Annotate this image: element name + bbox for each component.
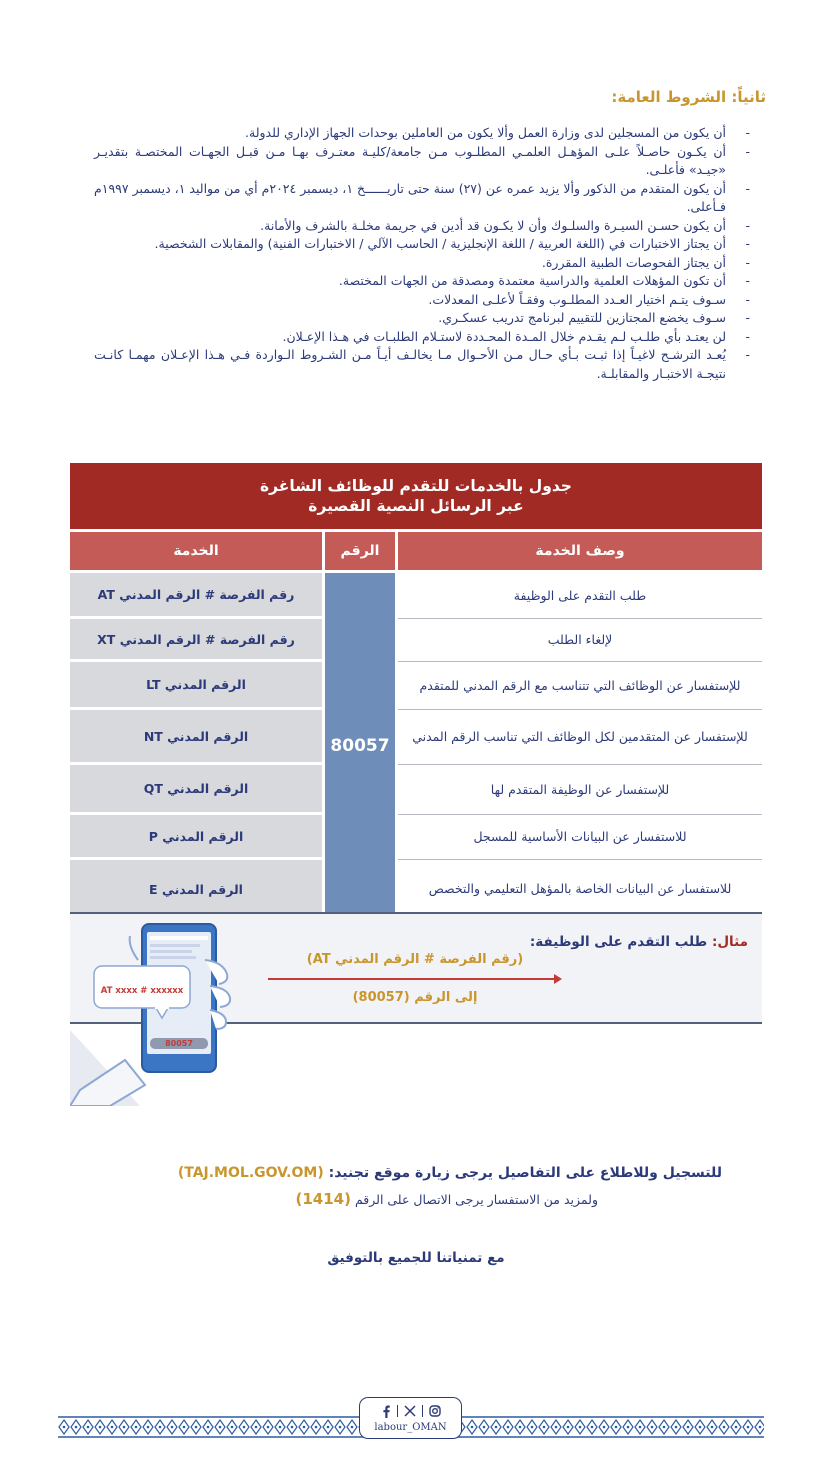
separator (397, 1405, 398, 1417)
condition-item: - أن يكـون حاصـلاً علـى المؤهـل العلمـي المطلـوب مـن جامعة/كليـة معتـرف بهـا مـن قبـل الجهـات المختصـة بتقديـر «جيـد» فأعلـى. (94, 143, 726, 180)
service-cell: الرقم المدني P (70, 815, 322, 857)
service-cell: الرقم المدني LT (70, 662, 322, 707)
register-text: للتسجيل وللاطلاع على التفاصيل يرجى زيارة موقع تجنيد: (328, 1165, 722, 1181)
arrow-icon (268, 978, 560, 980)
closing-wishes: مع تمنياتنا للجميع بالتوفيق (327, 1250, 505, 1266)
condition-item: - أن يكون حسـن السيـرة والسلـوك وأن لا يكـون قد أدين في جريمة مخلـة بالشرف والأمانة. (94, 217, 726, 236)
header-service: الخدمة (70, 532, 322, 570)
condition-item: - يُعـد الترشـح لاغيـاً إذا ثبـت بـأي حـال مـن الأحـوال مـا يخالـف أيـاً مـن الشـروط الـواردة فـي هـذا الإعـلان مهمـا كانـت نتيجـة الاختبـار والمقابلـة. (94, 346, 726, 383)
example-to-number: إلى الرقم (80057) (352, 990, 478, 1005)
description-cell: للإستفسار عن المتقدمين لكل الوظائف التي تناسب الرقم المدني (398, 710, 762, 765)
header-number: الرقم (325, 532, 395, 570)
x-icon[interactable] (404, 1405, 416, 1417)
services-table (70, 463, 762, 918)
condition-item: - سـوف يتـم اختيار العـدد المطلـوب وفقـاً لأعلـى المعدلات. (94, 291, 726, 310)
website-link[interactable]: (TAJ.MOL.GOV.OM) (177, 1165, 324, 1181)
phone-message: AT xxxx # xxxxxx (100, 986, 184, 996)
example-message: (رقم الفرصة # الرقم المدني AT) (306, 952, 524, 967)
contact-phone[interactable]: (1414) (295, 1190, 351, 1208)
social-media-box (359, 1397, 462, 1439)
description-cell: للإستفسار عن الوظائف التي تتناسب مع الرقم المدني للمتقدم (398, 662, 762, 710)
service-cell: الرقم المدني E (70, 860, 322, 918)
condition-item: - أن يجتاز الاختبارات في (اللغة العربية / اللغة الإنجليزية / الحاسب الآلي / الاختبارات الفنية) والمقابلات الشخصية. (94, 235, 726, 254)
table-title-line-2: عبر الرسائل النصية القصيرة (308, 497, 524, 515)
example-label: مثال: (711, 934, 748, 950)
description-cell: للاستفسار عن البيانات الأساسية للمسجل (398, 815, 762, 860)
conditions-list (94, 124, 726, 383)
condition-item: - سـوف يخضع المجتازين للتقييم لبرنامج تدريب عسكـري. (94, 309, 726, 328)
phone-illustration (70, 920, 250, 1106)
contact-text: ولمزيد من الاستفسار يرجى الاتصال على الرقم (354, 1192, 598, 1207)
register-line (72, 1165, 722, 1181)
description-cell: لإلغاء الطلب (398, 619, 762, 662)
table-title (70, 463, 762, 529)
section-title: ثانياً: الشروط العامة: (611, 88, 766, 106)
service-cell: رقم الفرصة # الرقم المدني AT (70, 573, 322, 616)
table-body (70, 573, 762, 918)
example-title-text: طلب التقدم على الوظيفة: (529, 934, 708, 950)
sms-number-cell: 80057 (325, 573, 395, 918)
example-title (530, 934, 748, 950)
condition-item: - أن يكون المتقدم من الذكور وألا يزيد عمره عن (٢٧) سنة حتى تاريــــــخ ١، ديسمبر ٢٠٢٤م أي من مواليد ١، ديسمبر ١٩٩٧م فـأعلى. (94, 180, 726, 217)
table-title-line-1: جدول بالخدمات للتقدم للوظائف الشاغرة (260, 477, 572, 495)
table-column-headers (70, 532, 762, 570)
service-cell: الرقم المدني QT (70, 765, 322, 812)
condition-item: - أن تكون المؤهلات العلمية والدراسية معتمدة ومصدقة من الجهات المختصة. (94, 272, 726, 291)
condition-item: - أن يكون من المسجلين لدى وزارة العمل وألا يكون من العاملين بوحدات الجهاز الإداري للدولة. (94, 124, 726, 143)
instagram-icon[interactable] (429, 1405, 441, 1417)
separator (422, 1405, 423, 1417)
contact-line (78, 1190, 598, 1208)
description-cell: للإستفسار عن الوظيفة المتقدم لها (398, 765, 762, 815)
condition-item: - أن يجتاز الفحوصات الطبية المقررة. (94, 254, 726, 273)
description-cell: طلب التقدم على الوظيفة (398, 573, 762, 619)
social-handle[interactable]: labour_OMAN (374, 1422, 447, 1433)
service-cell: الرقم المدني NT (70, 710, 322, 762)
hand-phone-icon (70, 920, 250, 1106)
phone-number: 80057 (165, 1039, 193, 1048)
header-description: وصف الخدمة (398, 532, 762, 570)
service-cell: رقم الفرصة # الرقم المدني XT (70, 619, 322, 659)
facebook-icon[interactable] (381, 1405, 391, 1418)
description-cell: للاستفسار عن البيانات الخاصة بالمؤهل التعليمي والتخصص (428, 881, 732, 896)
condition-item: - لن يعتـد بأي طلـب لـم يقـدم خلال المـدة المحـددة لاستـلام الطلبـات في هـذا الإعـلان. (94, 328, 726, 347)
